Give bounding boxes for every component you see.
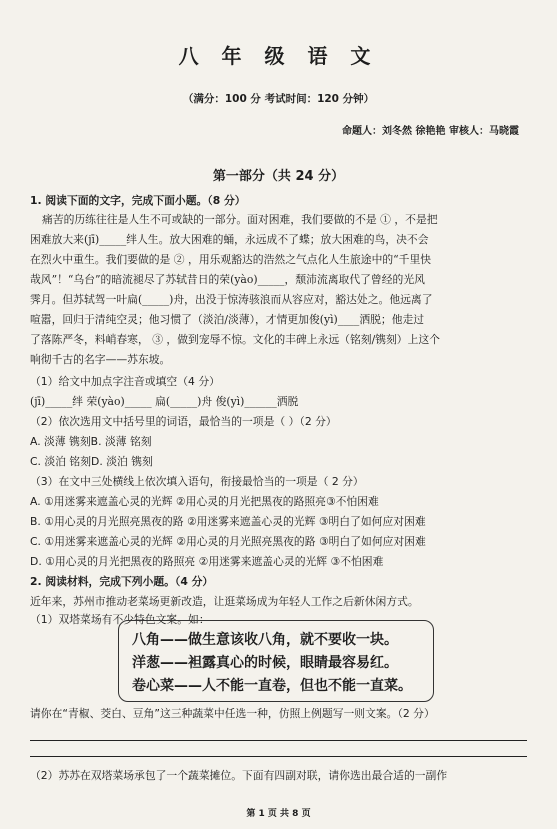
slogan-line: 八角——做生意该收八角，就不要收一块。 [132,632,398,648]
q1-passage-line: 困难放大来(jī)_____绊人生。放大困难的蛹，永远成不了蝶；放大困难的鸟，决不会 [30,233,429,246]
q2-heading: 2. 阅读材料，完成下列小题。（4 分） [30,575,214,588]
exam-title: 八 年 级 语 文 [178,44,379,68]
exam-subtitle: （满分：100 分 考试时间：120 分钟） [182,93,375,105]
slogan-line: 卷心菜——人不能一直卷，但也不能一直菜。 [132,678,412,694]
q2-sub1: （1）双塔菜场有不少特色文案。如： [30,613,210,626]
q1-passage-line: 在烈火中重生。我们要做的是 ② ，用乐观豁达的浩然之气点化人生旅途中的“千里快 [30,253,432,266]
q1-sub3-option: C. ①用迷雾来遮盖心灵的光辉 ②用心灵的月光照亮黑夜的路 ③明白了如何应对困难 [30,535,426,548]
q1-sub1: （1）给文中加点字注音或填空（4 分） [30,375,220,388]
answer-line [30,756,527,757]
q2-intro: 近年来，苏州市推动老菜场更新改造，让逛菜场成为年轻人工作之后新休闲方式。 [30,595,419,608]
exam-authors: 命题人：刘冬然 徐艳艳 审核人：马晓霞 [342,126,519,137]
q1-heading: 1. 阅读下面的文字，完成下面小题。（8 分） [30,194,246,207]
q2-sub1-task: 请你在“青椒、茭白、豆角”这三种蔬菜中任选一种，仿照上例题写一则文案。（2 分） [30,707,435,720]
q1-passage-line: 了落陈严冬，料峭春寒， ③ ，做到宠辱不惊。文化的丰碑上永远（铭刻/镌刻）上这个 [30,333,440,346]
q1-sub2-option: C. 淡泊 铭刻D. 淡泊 镌刻 [30,455,153,468]
q2-sub2: （2）苏苏在双塔菜场承包了一个蔬菜摊位。下面有四副对联，请你选出最合适的一副作 [30,769,448,782]
slogan-line: 洋葱——袒露真心的时候，眼睛最容易红。 [132,655,398,671]
q1-sub2: （2）依次选用文中括号里的词语，最恰当的一项是（ ）（2 分） [30,415,337,428]
part-title: 第一部分（共 24 分） [212,169,345,184]
q1-sub3-option: A. ①用迷雾来遮盖心灵的光辉 ②用心灵的月光把黑夜的路照亮③不怕困难 [30,495,379,508]
q1-sub3: （3）在文中三处横线上依次填入语句，衔接最恰当的一项是（ 2 分） [30,475,364,488]
answer-line [30,740,527,741]
q1-sub2-option: A. 淡薄 镌刻B. 淡薄 铭刻 [30,435,152,448]
q1-sub3-option: B. ①用心灵的月光照亮黑夜的路 ②用迷雾来遮盖心灵的光辉 ③明白了如何应对困难 [30,515,426,528]
q1-passage-line: 痛苦的历练往往是人生不可或缺的一部分。面对困难，我们要做的不是 ① ，不是把 [42,213,438,226]
q1-passage-line: 响彻千古的名字——苏东坡。 [30,353,171,366]
q1-sub3-option: D. ①用心灵的月光把黑夜的路照亮 ②用迷雾来遮盖心灵的光辉 ③不怕困难 [30,555,384,568]
page-footer: 第 1 页 共 8 页 [246,809,311,819]
q1-passage-line: 喧嚣，回归于清纯空灵；他习惯了（淡泊/淡薄），才情更加俊(yì)____洒脱；他走过 [30,313,425,326]
q1-passage-line: 霁月。但苏轼驾一叶扁(_____)舟，出没于惊涛骇浪而从容应对，豁达处之。他远离了 [30,293,433,306]
q1-passage-line: 哉风”！“乌台”的暗流褪尽了苏轼昔日的荣(yào)_____，颓沛流离取代了曾经的光风 [30,273,425,286]
q1-sub1-fill: (jī)_____绊 荣(yào)_____ 扁(_____)舟 俊(yì)______洒脱 [30,395,299,408]
